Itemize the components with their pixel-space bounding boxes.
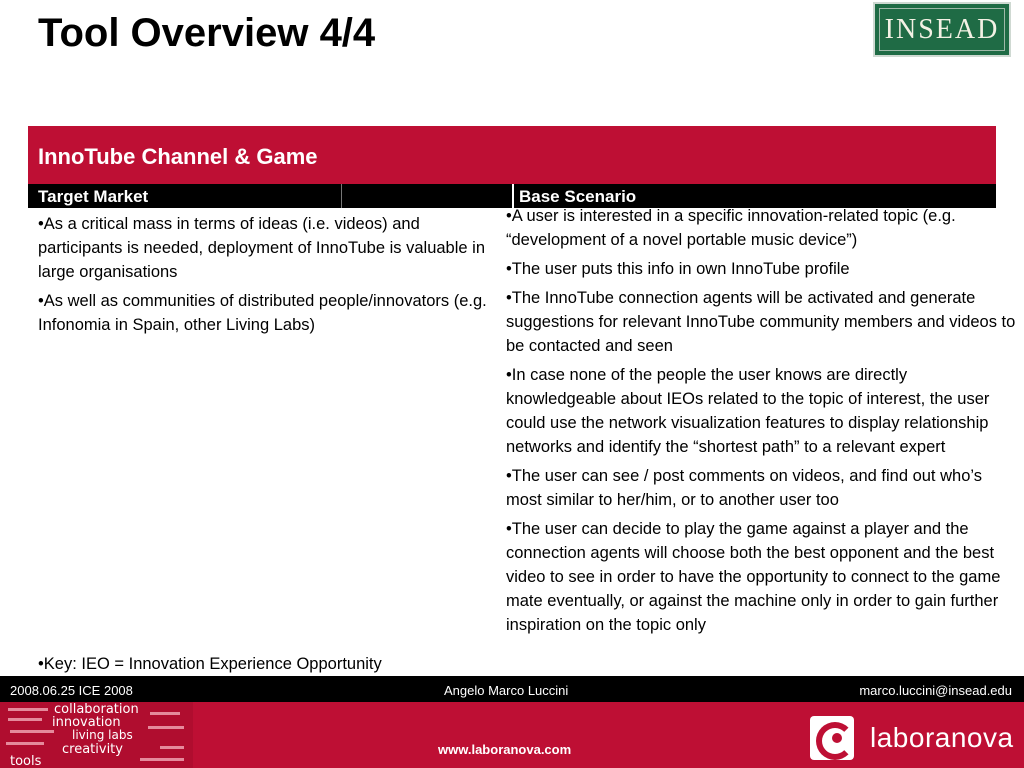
slide-title: Tool Overview 4/4 xyxy=(38,11,376,55)
tag-word: creativity xyxy=(62,742,123,757)
tag-filler xyxy=(6,742,44,745)
footer-date: 2008.06.25 ICE 2008 xyxy=(10,683,133,698)
website-link[interactable]: www.laboranova.com xyxy=(438,742,572,757)
tag-word: collaboration xyxy=(54,702,139,717)
scenario-bullet: •The InnoTube connection agents will be activated and generate suggestions for relevant InnoTube community members and videos to be contacted and seen xyxy=(506,289,1016,355)
target-market-bullet: •As a critical mass in terms of ideas (i.e. videos) and participants is needed, deployment of InnoTube is valuable in large organisations xyxy=(38,215,486,281)
tag-filler xyxy=(10,730,54,733)
target-market-column xyxy=(38,212,503,672)
scenario-bullet: •In case none of the people the user knows are directly knowledgeable about IEOs related to the topic of interest, the user could use the network visualization features to display relationship networks and identify the “shortest path” to a relevant expert xyxy=(506,366,990,456)
target-market-bullet: •As well as communities of distributed people/innovators (e.g. Infonomia in Spain, other Living Labs) xyxy=(38,292,487,334)
base-scenario-column xyxy=(506,204,1018,676)
tag-cloud-image xyxy=(0,702,193,768)
tag-filler xyxy=(148,726,184,729)
laboranova-mark-icon xyxy=(810,716,854,760)
tag-filler xyxy=(140,758,184,761)
header-base-scenario: Base Scenario xyxy=(512,184,996,208)
laboranova-logo xyxy=(810,716,1014,760)
scenario-bullet: •The user can see / post comments on videos, and find out who’s most similar to her/him, or to another user too xyxy=(506,467,982,509)
scenario-bullet: •The user puts this info in own InnoTube profile xyxy=(506,260,850,278)
laboranova-logo-text: laboranova xyxy=(870,722,1014,753)
header-target-market: Target Market xyxy=(28,184,342,208)
footer-bar xyxy=(0,676,1024,702)
channel-banner: InnoTube Channel & Game xyxy=(28,126,996,184)
scenario-bullet: •The user can decide to play the game against a player and the connection agents will choose both the best opponent and the best video to see in order to have the opportunity to connect to the game mate eventually, or against the machine only in order to gain further inspiration on the topic only xyxy=(506,520,1001,634)
tag-word: innovation xyxy=(52,715,121,730)
tag-filler xyxy=(8,718,42,721)
key-note: •Key: IEO = Innovation Experience Opportunity xyxy=(38,655,382,673)
insead-logo xyxy=(873,2,1011,57)
tag-filler xyxy=(8,708,48,711)
tag-filler xyxy=(150,712,180,715)
footer-author: Angelo Marco Luccini xyxy=(444,683,569,698)
header-empty xyxy=(342,184,512,208)
scenario-bullet: •A user is interested in a specific innovation-related topic (e.g. “development of a novel portable music device”) xyxy=(506,207,956,249)
tag-word: living labs xyxy=(72,728,133,742)
insead-logo-text: INSEAD xyxy=(879,8,1005,51)
footer-brand-bar xyxy=(0,702,1024,768)
tag-word: tools xyxy=(10,754,42,768)
footer-email: marco.luccini@insead.edu xyxy=(859,683,1012,698)
tag-filler xyxy=(160,746,184,749)
